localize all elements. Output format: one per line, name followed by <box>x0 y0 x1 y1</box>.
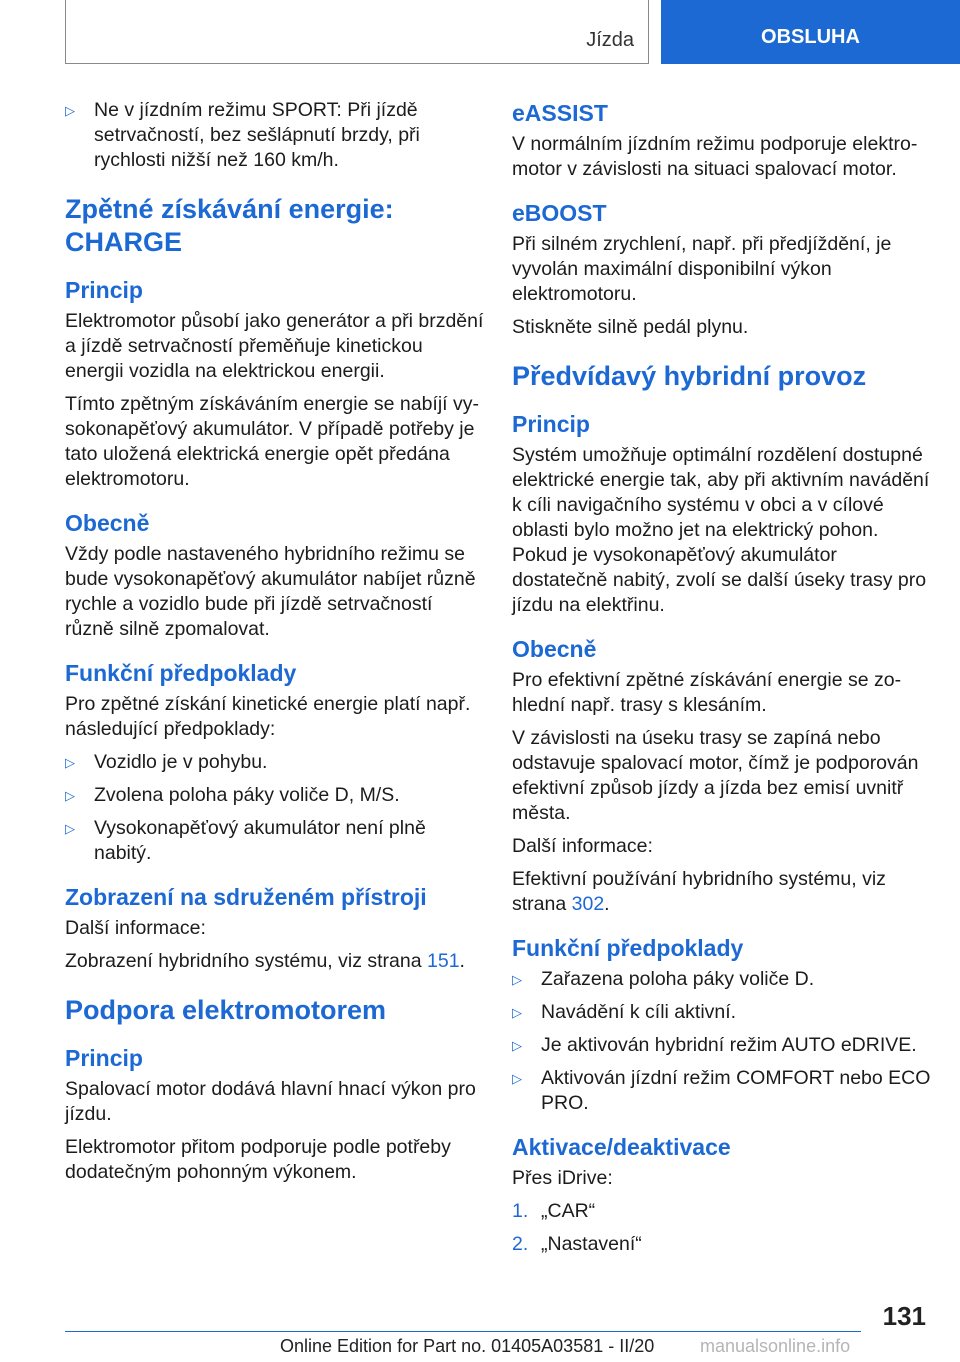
triangle-bullet-icon: ▷ <box>512 1005 522 1020</box>
bullet-text: Vozidlo je v pohybu. <box>94 751 268 773</box>
subsection-heading: Funkční předpoklady <box>512 935 744 961</box>
list-item <box>512 1000 932 1025</box>
paragraph: Stiskněte silně pedál plynu. <box>512 316 749 338</box>
header-section-title: Jízda <box>586 29 634 51</box>
list-item <box>512 967 932 992</box>
paragraph: Další informace: <box>65 917 206 939</box>
subsection-heading: Obecně <box>512 636 597 662</box>
triangle-bullet-icon: ▷ <box>512 972 522 987</box>
bullet-text: Zvolena poloha páky voliče D, M/S. <box>94 784 400 806</box>
subsection-heading: eASSIST <box>512 100 608 126</box>
page-link[interactable]: 151 <box>427 950 460 972</box>
right-column <box>512 98 932 1265</box>
list-item <box>512 1066 932 1116</box>
watermark: manualsonline.info <box>700 1336 851 1356</box>
bullet-text: Navádění k cíli aktivní. <box>541 1001 737 1023</box>
header-tab[interactable]: OBSLUHA <box>661 0 960 64</box>
bullet-text: Vysokonapěťový akumulátor není plně nabitý. <box>94 817 426 864</box>
paragraph: Systém umožňuje optimální rozdělení dostupné elektrické energie tak, aby při aktivním navádění k cíli navigačního systému v obci a v cílové oblasti bylo možno jet na elektrický pohon. Pokud je vysokonapěťový akumulátor dostatečně nabitý, zvolí se další úseky trasy pro jízdu na elektřinu. <box>512 444 930 616</box>
section-heading: Předvídavý hybridní provoz <box>512 361 867 391</box>
paragraph: Přes iDrive: <box>512 1167 613 1189</box>
bullet-text: Aktivován jízdní režim COMFORT nebo ECO PRO. <box>541 1067 931 1114</box>
step-number: 2. <box>512 1233 529 1255</box>
page-link[interactable]: 302 <box>571 893 605 915</box>
paragraph: Pro efektivní zpětné získávání energie se zohlední např. trasy s klesáním. <box>512 669 902 716</box>
list-item <box>65 98 485 173</box>
paragraph: Další informace: <box>512 835 653 857</box>
list-item <box>65 783 485 808</box>
subsection-heading: Zobrazení na sdruženém přístroji <box>65 884 427 910</box>
triangle-bullet-icon: ▷ <box>65 755 75 770</box>
paragraph <box>65 949 485 974</box>
step-number: 1. <box>512 1200 529 1222</box>
list-item <box>65 816 485 866</box>
list-item <box>65 750 485 775</box>
paragraph-end: . <box>459 950 465 972</box>
footer-divider <box>65 1331 861 1332</box>
subsection-heading: Princip <box>512 411 590 437</box>
section-heading: Podpora elektromotorem <box>65 995 387 1025</box>
subsection-heading: Obecně <box>65 510 150 536</box>
subsection-heading: Funkční předpoklady <box>65 660 297 686</box>
header-frame <box>65 0 649 64</box>
left-column <box>65 98 485 1193</box>
page-number: 131 <box>882 1301 926 1331</box>
subsection-heading: Princip <box>65 277 143 303</box>
paragraph <box>512 867 932 917</box>
paragraph: V závislosti na úseku trasy se zapíná nebo odstavuje spalovací motor, čímž je podporován efektivní způsob jízdy a jízda bez emisí uvnitř města. <box>512 727 919 824</box>
bullet-text: Zařazena poloha páky voliče D. <box>541 968 815 990</box>
paragraph: Spalovací motor dodává hlavní hnací výkon pro jízdu. <box>65 1078 476 1125</box>
subsection-heading: Princip <box>65 1045 143 1071</box>
bullet-text: Je aktivován hybridní režim AUTO eDRIVE. <box>541 1034 917 1056</box>
paragraph: Elektromotor přitom podporuje podle potřeby dodatečným pohonným výkonem. <box>65 1136 451 1183</box>
subsection-heading: eBOOST <box>512 200 607 226</box>
paragraph: Při silném zrychlení, např. při předjíždění, je vyvolán maximální disponibilní výkon elektromotoru. <box>512 233 892 305</box>
paragraph: Vždy podle nastaveného hybridního režimu se bude vysokonapěťový akumulátor nabíjet různě rychle a vozidlo bude při jízdě setrvačností různě silně zpomalovat. <box>65 543 476 640</box>
triangle-bullet-icon: ▷ <box>512 1038 522 1053</box>
triangle-bullet-icon: ▷ <box>512 1071 522 1086</box>
step-text: „CAR“ <box>541 1200 596 1222</box>
triangle-bullet-icon: ▷ <box>65 788 75 803</box>
paragraph: Tímto zpětným získáváním energie se nabíjí vysokonapěťový akumulátor. V případě potřeby je tato uložená elektrická energie opět předána elektromotoru. <box>65 393 480 490</box>
footer-edition: Online Edition for Part no. 01405A03581 - II/20 <box>280 1336 655 1356</box>
paragraph-text: Efektivní používání hybridního systému, viz strana <box>512 868 886 915</box>
bullet-text: Ne v jízdním režimu SPORT: Při jízdě setrvačností, bez sešlápnutí brzdy, při rychlosti nižší než 160 km/h. <box>94 99 420 171</box>
triangle-bullet-icon: ▷ <box>65 103 75 118</box>
section-heading: Zpětné získávání energie: CHARGE <box>65 194 394 257</box>
paragraph: V normálním jízdním režimu podporuje elektromotor v závislosti na situaci spalovací motor. <box>512 133 918 180</box>
numbered-step <box>512 1199 932 1224</box>
paragraph: Pro zpětné získání kinetické energie platí např. následující předpoklady: <box>65 693 471 740</box>
list-item <box>512 1033 932 1058</box>
numbered-step <box>512 1232 932 1257</box>
paragraph-text: Zobrazení hybridního systému, viz strana <box>65 950 427 972</box>
paragraph-end: . <box>604 893 610 915</box>
subsection-heading: Aktivace/deaktivace <box>512 1134 731 1160</box>
step-text: „Nastavení“ <box>541 1233 642 1255</box>
paragraph: Elektromotor působí jako generátor a při brzdění a jízdě setrvačností přeměňuje kinetickou energii vozidla na elektrickou energii. <box>65 310 484 382</box>
triangle-bullet-icon: ▷ <box>65 821 75 836</box>
